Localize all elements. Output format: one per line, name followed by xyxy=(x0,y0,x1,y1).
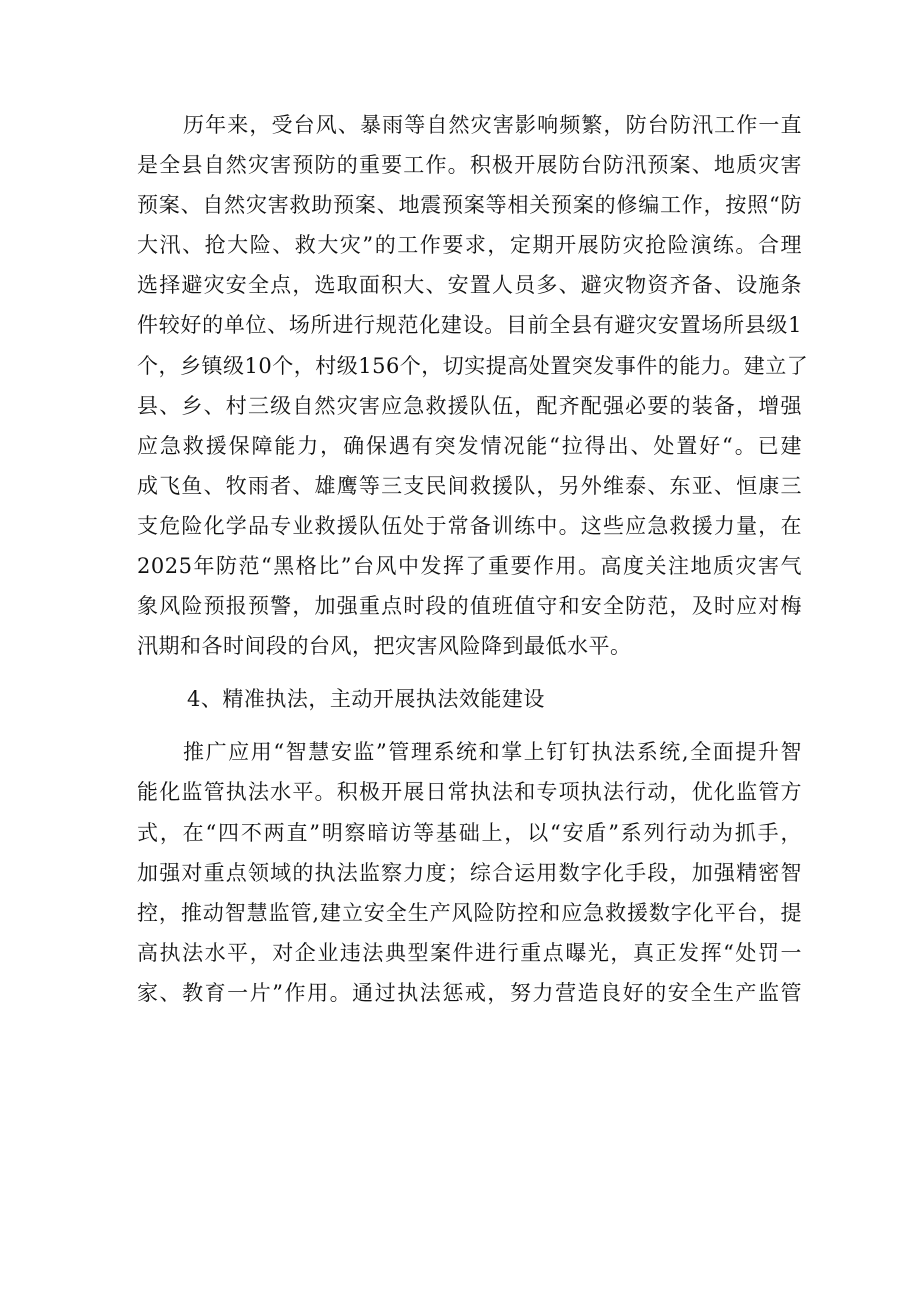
paragraph-disaster-prevention xyxy=(137,105,809,666)
paragraph-line: 选择避灾安全点，选取面积大、安置人员多、避灾物资齐备、设施条 xyxy=(137,273,802,298)
paragraph-line: 能化监管执法水平。积极开展日常执法和专项执法行动，优化监管方 xyxy=(137,780,802,805)
section-heading: 4、精准执法，主动开展执法效能建设 xyxy=(187,687,545,712)
paragraph-line: 预案、自然灾害救助预案、地震预案等相关预案的修编工作，按照“防 xyxy=(137,193,802,218)
paragraph-line: 推广应用“智慧安监”管理系统和掌上钉钉执法系统,全面提升智 xyxy=(183,740,802,765)
paragraph-line: 控，推动智慧监管,建立安全生产风险防控和应急救援数字化平台，提 xyxy=(137,900,802,925)
paragraph-line: 大汛、抢大险、救大灾”的工作要求，定期开展防灾抢险演练。合理 xyxy=(137,233,802,258)
paragraph-line: 2025年防范“黑格比”台风中发挥了重要作用。高度关注地质灾害气 xyxy=(137,554,802,579)
paragraph-line: 历年来，受台风、暴雨等自然灾害影响频繁，防台防汛工作一直 xyxy=(183,113,802,137)
paragraph-line: 支危险化学品专业救援队伍处于常备训练中。这些应急救援力量，在 xyxy=(137,513,802,538)
paragraph-line: 家、教育一片”作用。通过执法惩戒，努力营造良好的安全生产监管 xyxy=(137,980,802,1005)
paragraph-law-enforcement xyxy=(137,732,802,1013)
paragraph-line: 成飞鱼、牧雨者、雄鹰等三支民间救援队，另外维泰、东亚、恒康三 xyxy=(137,473,802,498)
paragraph-line: 应急救援保障能力，确保遇有突发情况能“拉得出、处置好“。已建 xyxy=(137,433,802,458)
paragraph-line: 高执法水平，对企业违法典型案件进行重点曝光，真正发挥“处罚一 xyxy=(137,940,802,965)
paragraph-line: 件较好的单位、场所进行规范化建设。目前全县有避灾安置场所县级1 xyxy=(137,313,802,338)
paragraph-line: 加强对重点领域的执法监察力度；综合运用数字化手段，加强精密智 xyxy=(137,860,802,885)
paragraph-line: 是全县自然灾害预防的重要工作。积极开展防台防汛预案、地质灾害 xyxy=(137,153,802,178)
paragraph-line: 汛期和各时间段的台风，把灾害风险降到最低水平。 xyxy=(137,634,632,659)
paragraph-line: 县、乡、村三级自然灾害应急救援队伍，配齐配强必要的装备，增强 xyxy=(137,393,802,418)
paragraph-line: 象风险预报预警，加强重点时段的值班值守和安全防范，及时应对梅 xyxy=(137,594,802,619)
paragraph-line: 式，在“四不两直”明察暗访等基础上，以“安盾”系列行动为抓手， xyxy=(137,820,802,845)
paragraph-line: 个，乡镇级10个，村级156个，切实提高处置突发事件的能力。建立了 xyxy=(137,353,809,378)
